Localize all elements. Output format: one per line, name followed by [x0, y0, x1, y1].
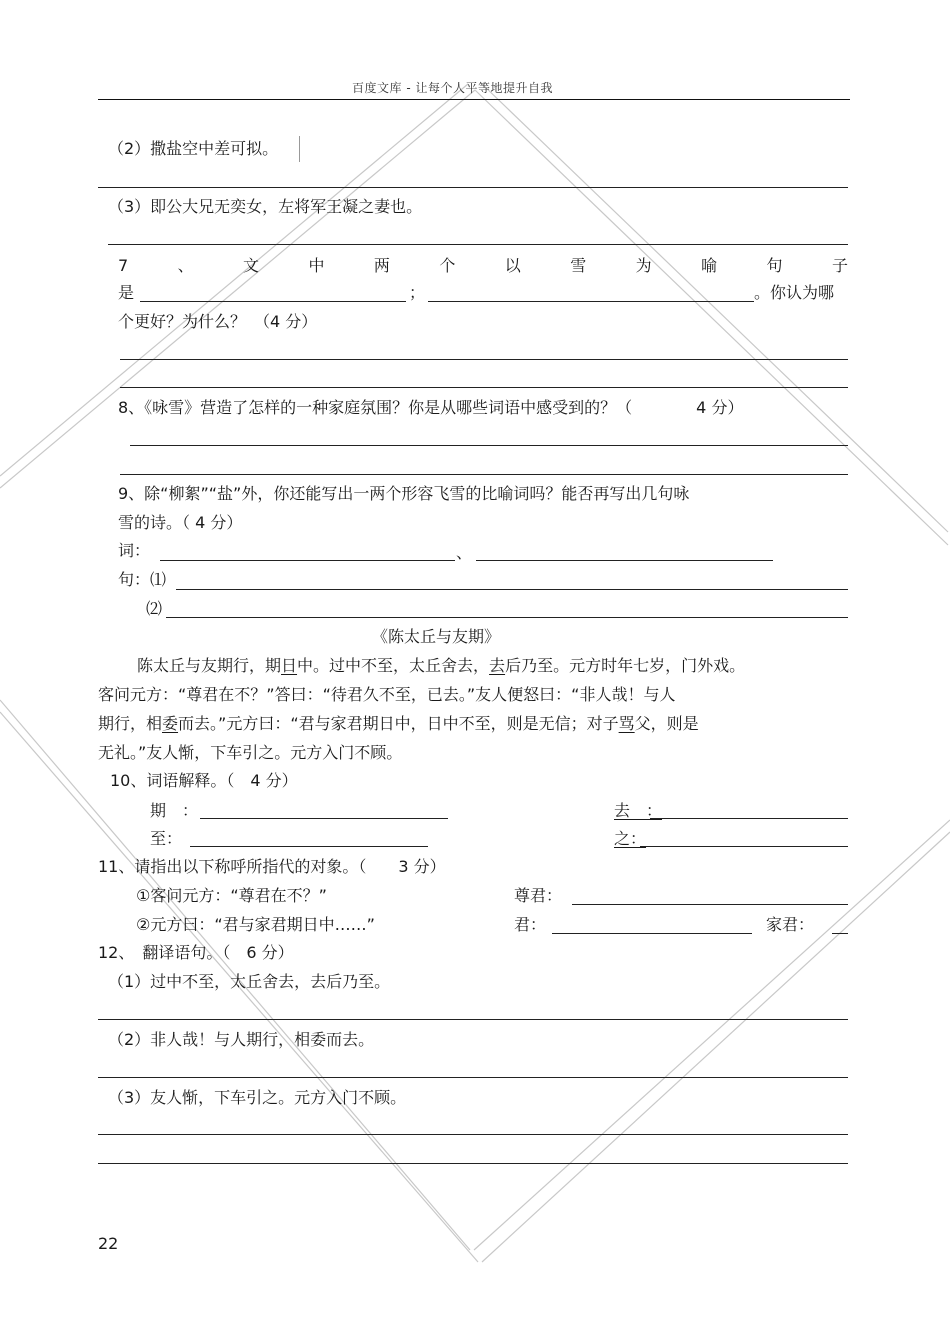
- q7-char: 以: [504, 256, 521, 275]
- answer-line[interactable]: [130, 445, 848, 446]
- answer-line[interactable]: [98, 1163, 848, 1164]
- q12-title: 12、 翻译语句。（ 6 分）: [98, 943, 294, 962]
- q10-qu-blank[interactable]: [650, 818, 848, 819]
- q10-qi-label: 期 ：: [150, 801, 199, 820]
- text-cursor: [299, 136, 300, 162]
- q7-char: 喻: [701, 256, 718, 275]
- page-header: 百度文库 - 让每个人平等地提升自我: [352, 81, 553, 95]
- answer-line[interactable]: [98, 1019, 848, 1020]
- q6-item-2: （2）撒盐空中差可拟。: [108, 139, 279, 158]
- q10-zhi-arrive-label: 至：: [150, 829, 183, 848]
- q7-char: 雪: [570, 256, 587, 275]
- passage-text: 父，则是: [634, 714, 699, 733]
- q10-zhi-of-label: 之：: [614, 829, 647, 848]
- passage-underlined-word: 骂: [618, 714, 635, 733]
- answer-line[interactable]: [98, 1077, 848, 1078]
- answer-line[interactable]: [98, 1134, 848, 1135]
- q9-line-1: 9、除“柳絮”“盐”外，你还能写出一两个形容飞雪的比喻词吗？能否再写出几句咏: [118, 484, 690, 503]
- q11-jiajun-blank[interactable]: [832, 933, 848, 934]
- q7-char: 7: [118, 256, 129, 275]
- answer-line[interactable]: [98, 187, 848, 188]
- q9-sentence-2-label: ⑵: [146, 599, 163, 618]
- q7-line-3: 个更好？为什么？ （4 分）: [118, 312, 318, 331]
- header-rule: [98, 99, 850, 100]
- q12-sentence-1: （1）过中不至，太丘舍去，去后乃至。: [108, 972, 391, 991]
- q9-word-blank-1[interactable]: [160, 560, 455, 561]
- q12-sentence-3: （3）友人惭，下车引之。元方入门不顾。: [108, 1088, 407, 1107]
- q7-blank-2[interactable]: [428, 301, 754, 302]
- q9-word-label: 词：: [118, 541, 151, 560]
- q9-sentence-label: 句：⑴: [118, 570, 167, 589]
- passage-line-1: [137, 656, 745, 676]
- q10-qi-blank[interactable]: [200, 818, 448, 819]
- q11-item-2-label-2: 家君：: [766, 915, 815, 934]
- q7-char: 两: [373, 256, 390, 275]
- q9-sentence-blank-2[interactable]: [166, 617, 848, 618]
- q7-char: 句: [766, 256, 783, 275]
- passage-underlined-word: 去: [489, 656, 506, 675]
- answer-line[interactable]: [120, 474, 848, 475]
- passage-line-4: 无礼。”友人惭，下车引之。元方入门不顾。: [98, 743, 403, 762]
- passage-text: 而去。”元方曰：“君与家君期日中，日中不至，则是无信；对子: [178, 714, 619, 733]
- q7-suffix: 。你认为哪: [754, 283, 835, 302]
- q11-jun-blank[interactable]: [552, 933, 752, 934]
- page-number: 22: [98, 1234, 119, 1253]
- q7-char: 、: [177, 256, 194, 275]
- q11-item-2-label-1: 君：: [514, 915, 547, 934]
- passage-line-2: 客问元方：“尊君在不？”答曰：“待君久不至，已去。”友人便怒曰：“非人哉！与人: [98, 685, 676, 704]
- q11-zunjun-blank[interactable]: [572, 904, 848, 905]
- q10-zhi-of-blank[interactable]: [640, 846, 848, 847]
- q11-item-1: ①客问元方：“尊君在不？”: [136, 886, 327, 905]
- answer-line[interactable]: [120, 387, 848, 388]
- q11-title: 11、请指出以下称呼所指代的对象。（ 3 分）: [98, 857, 446, 876]
- passage-underlined-word: 日: [281, 656, 298, 675]
- q9-line-2: 雪的诗。（ 4 分）: [118, 513, 243, 532]
- passage-line-3: [98, 714, 699, 734]
- q9-word-blank-2[interactable]: [476, 560, 773, 561]
- q10-qu-label: 去 ：: [614, 801, 663, 820]
- answer-line[interactable]: [120, 359, 848, 360]
- q7-separator: ；: [409, 283, 426, 302]
- q9-sentence-blank-1[interactable]: [176, 589, 848, 590]
- answer-line[interactable]: [108, 244, 848, 245]
- q10-zhi-arrive-blank[interactable]: [190, 846, 428, 847]
- passage-title: 《陈太丘与友期》: [372, 627, 501, 646]
- q6-item-3: （3）即公大兄无奕女，左将军王凝之妻也。: [108, 197, 423, 216]
- q7-line-1: [118, 256, 848, 276]
- q7-char: 子: [831, 256, 848, 275]
- q11-item-2: ②元方曰：“君与家君期日中……”: [136, 915, 375, 934]
- passage-underlined-word: 委: [162, 714, 179, 733]
- q7-blank-1[interactable]: [140, 301, 406, 302]
- q12-sentence-2: （2）非人哉！与人期行，相委而去。: [108, 1030, 375, 1049]
- passage-text: 后乃至。元方时年七岁，门外戏。: [505, 656, 746, 675]
- passage-text: 陈太丘与友期行，期: [137, 656, 282, 675]
- q7-char: 中: [308, 256, 325, 275]
- passage-text: 期行，相: [98, 714, 163, 733]
- q10-title: 10、词语解释。（ 4 分）: [110, 771, 298, 790]
- q7-char: 个: [439, 256, 456, 275]
- q7-prefix: 是: [118, 283, 135, 302]
- q7-char: 为: [635, 256, 652, 275]
- q11-item-1-label: 尊君：: [514, 886, 563, 905]
- passage-text: 中。过中不至，太丘舍去，: [297, 656, 490, 675]
- q7-char: 文: [243, 256, 260, 275]
- q8-question: 8、《咏雪》营造了怎样的一种家庭氛围？你是从哪些词语中感受到的？（ 4 分）: [118, 398, 744, 417]
- q9-word-separator: 、: [456, 543, 473, 562]
